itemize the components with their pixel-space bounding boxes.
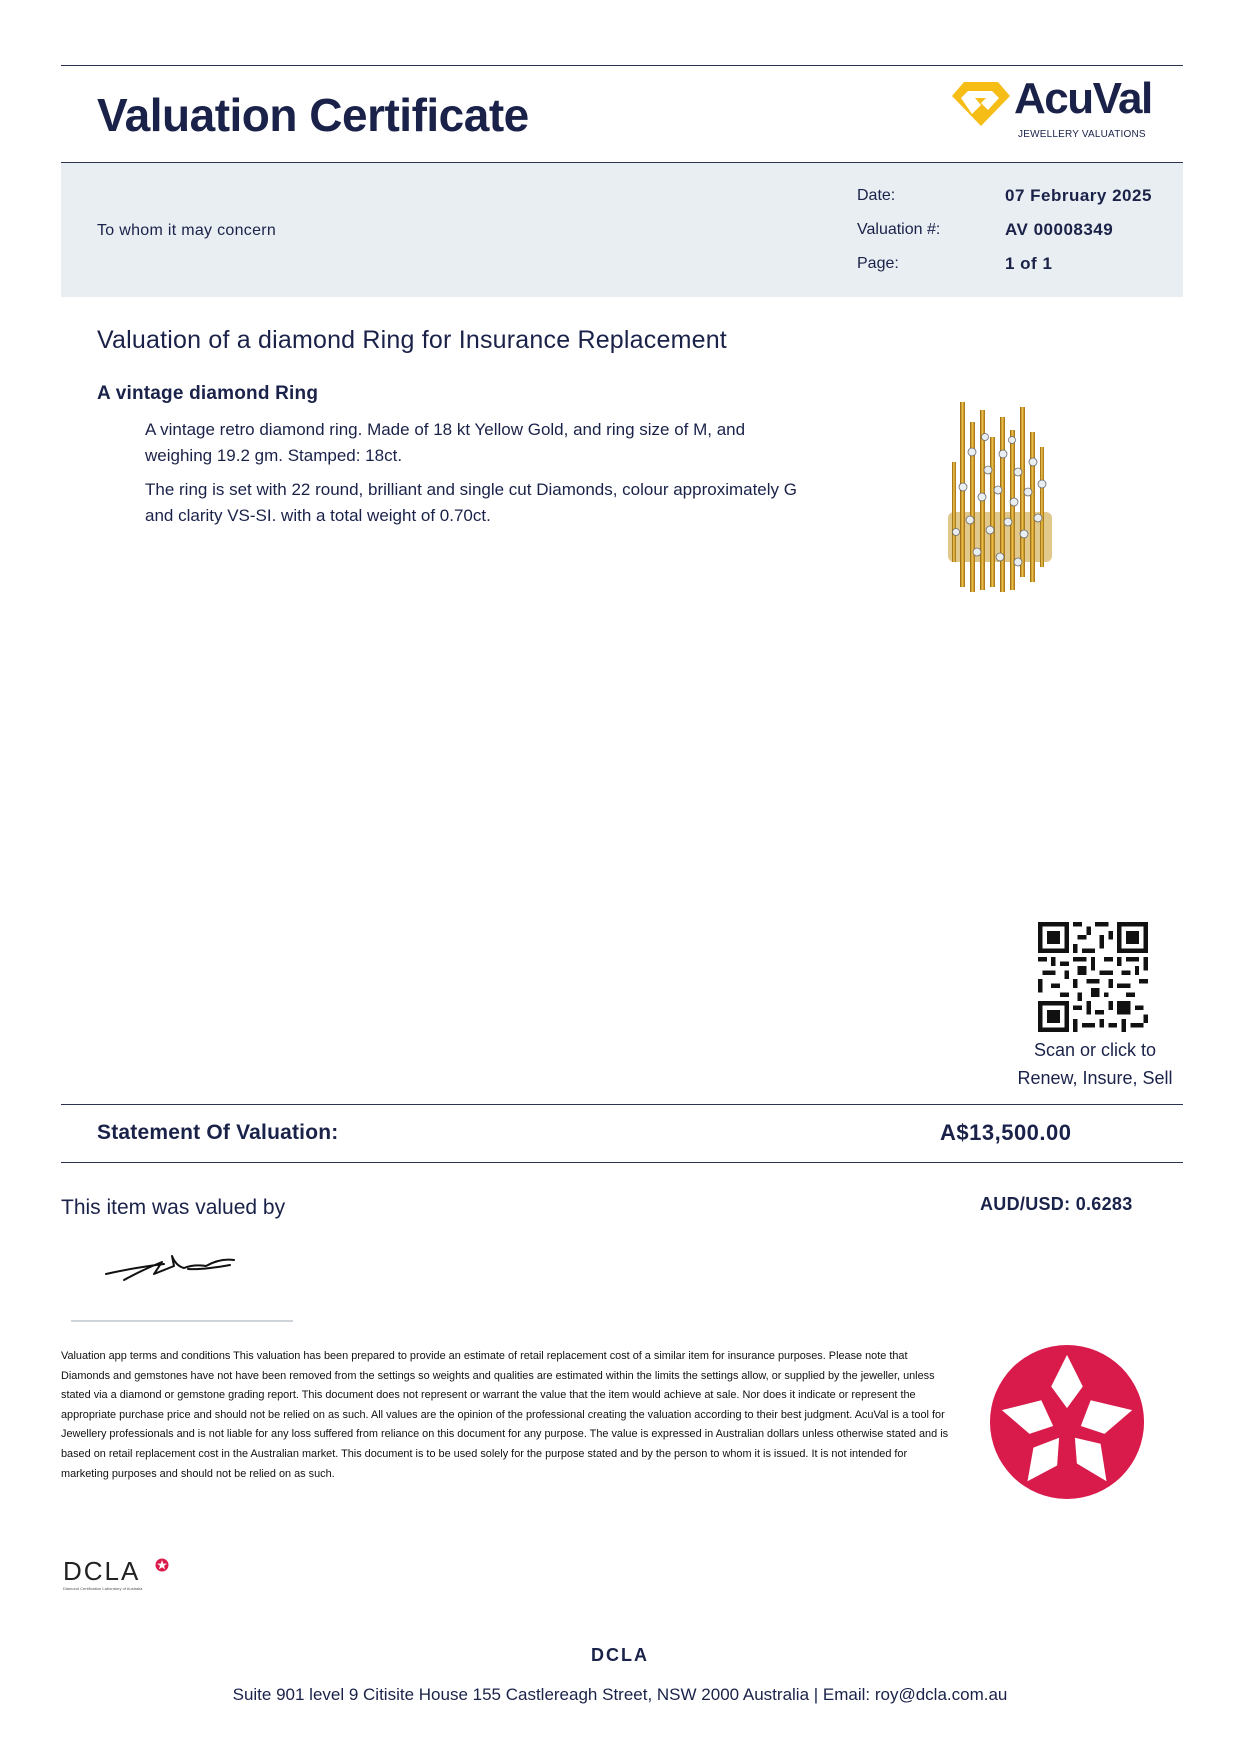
- date-value: 07 February 2025: [1005, 186, 1152, 205]
- valuation-amount: A$13,500.00: [940, 1120, 1072, 1145]
- page-title: Valuation Certificate: [97, 89, 529, 141]
- valuer-signature-icon: [102, 1244, 252, 1284]
- date-label: Date:: [857, 187, 896, 204]
- valuation-number-label: Valuation #:: [857, 221, 941, 238]
- qr-caption[interactable]: [1000, 1036, 1190, 1092]
- valuation-number-value: AV 00008349: [1005, 220, 1114, 239]
- page-label: Page:: [857, 255, 899, 272]
- qr-caption-line2: Renew, Insure, Sell: [1017, 1068, 1173, 1088]
- signature-line: [71, 1320, 293, 1322]
- acuval-diamond-logo-icon: [950, 78, 1012, 128]
- dcla-logo-wordmark: DCLA: [63, 1556, 141, 1586]
- footer-address: Suite 901 level 9 Citisite House 155 Castlereagh Street, NSW 2000 Australia | Email: roy@dcla.com.au: [232, 1685, 1008, 1704]
- valuation-label: Statement Of Valuation:: [97, 1121, 339, 1144]
- gold-diamond-ring-photo: [930, 392, 1070, 602]
- valuation-bottom-divider: [61, 1162, 1183, 1163]
- section-title: Valuation of a diamond Ring for Insurance Replacement: [97, 326, 727, 354]
- dcla-logo-subtitle: Diamond Certification Laboratory of Australia: [63, 1586, 143, 1591]
- acuval-tagline: JEWELLERY VALUATIONS: [1018, 129, 1146, 140]
- dcla-logo: [63, 1556, 183, 1592]
- qr-caption-line1: Scan or click to: [1033, 1040, 1157, 1060]
- valuation-top-divider: [61, 1104, 1183, 1105]
- page-value: 1 of 1: [1005, 254, 1053, 273]
- fx-rate: AUD/USD: 0.6283: [980, 1194, 1133, 1214]
- dcla-star-icon: [155, 1558, 169, 1572]
- item-description-1: A vintage retro diamond ring. Made of 18 kt Yellow Gold, and ring size of M, and weighing 19.2 gm. Stamped: 18ct.: [145, 420, 746, 465]
- valued-by-label: This item was valued by: [61, 1196, 286, 1219]
- terms-and-conditions: Valuation app terms and conditions This valuation has been prepared to provide an estimate of retail replacement cost of a similar item for insurance purposes. Please note that Diamonds and gemstones have not have been removed from the settings so weights and qualities are estimated within the limits the settings allow, or supplied by the jeweller, unless stated via a diamond or gemstone grading report. This document does not represent or warrant the value that the item would achieve at sale. Nor does it indicate or represent the appropriate purchase price and should not be relied on as such. All values are the opinion of the professional creating the valuation according to their best judgment. AcuVal is a tool for Jewellery professionals and is not liable for any loss suffered from reliance on this document for any purpose. The value is expressed in Australian dollars unless otherwise stated and is based on retail replacement cost in the Australian market. This document is to be used solely for the purpose stated and by the person to whom it is issued. It is not intended for marketing purposes and should not be relied on as such.: [61, 1350, 949, 1480]
- acuval-wordmark: AcuVal: [1014, 74, 1152, 123]
- top-divider: [61, 65, 1183, 66]
- dcla-seal-icon: [988, 1343, 1146, 1501]
- item-description-2: The ring is set with 22 round, brilliant and single cut Diamonds, colour approximately G and clarity VS-SI. with a total weight of 0.70ct.: [145, 480, 797, 525]
- item-title: A vintage diamond Ring: [97, 383, 319, 404]
- qr-code-icon[interactable]: [1038, 922, 1148, 1032]
- recipient-text: To whom it may concern: [97, 222, 277, 239]
- acuval-logo: [950, 74, 1170, 144]
- footer-company-name: DCLA: [591, 1645, 649, 1665]
